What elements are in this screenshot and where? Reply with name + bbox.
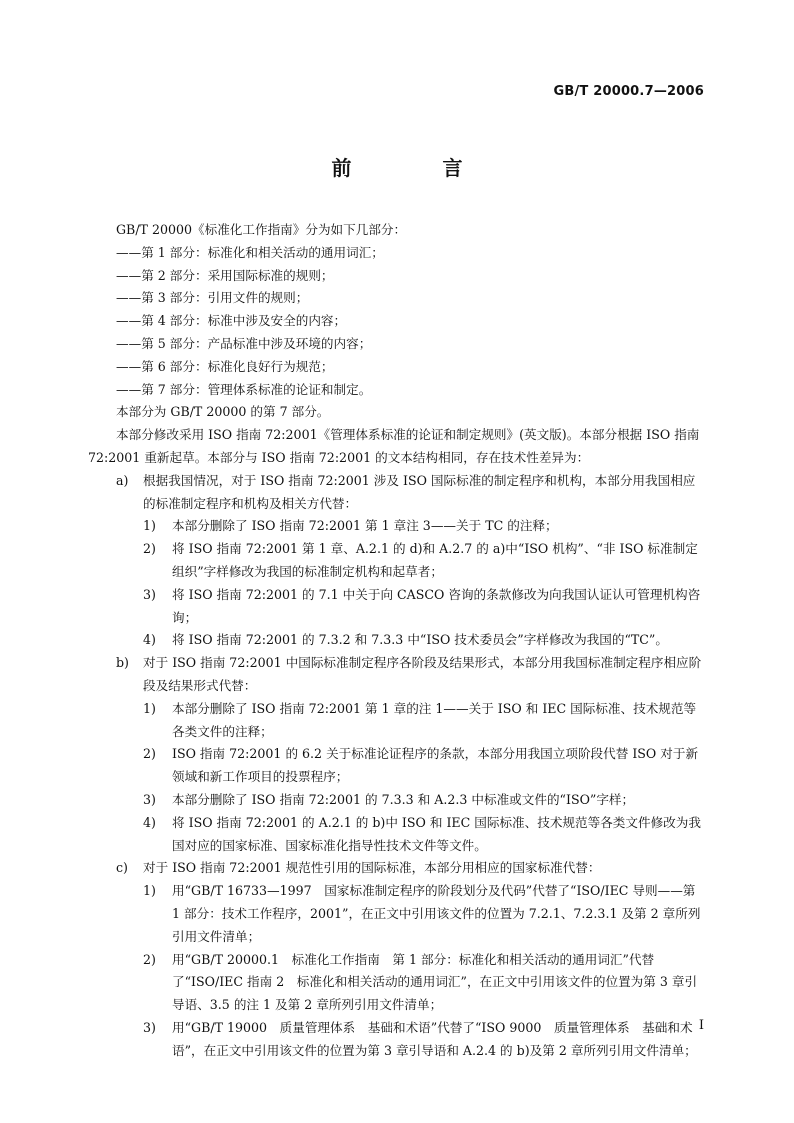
sub-text: 将 ISO 指南 72:2001 的 7.3.2 和 7.3.3 中“ISO 技术委员会”字样修改为我国的“TC”。 [172,632,668,648]
section-item [88,470,705,516]
sub-marker: 1) [143,700,156,716]
sub-item [88,743,705,789]
sub-marker: 2) [143,951,156,967]
part-item: ——第 1 部分：标准化和相关活动的通用词汇； [116,244,384,260]
sub-item [88,629,705,652]
difference-section-c [88,857,705,1062]
sub-item [88,698,705,744]
section-text: 对于 ISO 指南 72:2001 中国际标准制定程序各阶段及结果形式，本部分用我国标准制定程序相应阶段及结果形式代替： [143,655,702,693]
sub-item [88,880,705,948]
sub-marker: 1) [143,883,156,899]
section-marker: b) [116,655,129,671]
sub-text: 本部分删除了 ISO 指南 72:2001 第 1 章注 3——关于 TC 的注释； [172,518,558,534]
intro-paragraph: GB/T 20000《标准化工作指南》分为如下几部分： [116,222,407,237]
sub-item [88,812,705,858]
standard-code-header: GB/T 20000.7—2006 [553,84,704,99]
sub-marker: 4) [143,632,156,648]
part-item: ——第 3 部分：引用文件的规则； [116,290,309,306]
sub-text: 本部分删除了 ISO 指南 72:2001 的 7.3.3 和 A.2.3 中标准或文件的“ISO”字样； [172,791,635,807]
section-marker: c) [116,860,128,876]
sub-text: 用“GB/T 20000.1 标准化工作指南 第 1 部分：标准化和相关活动的通用词汇”代替了“ISO/IEC 指南 2 标准化和相关活动的通用词汇”，在正文中引用该文件的位置为第 3 章引导语、3.5 的注 1 及第 2 章所列引用文件清单； [172,951,698,1013]
sub-marker: 2) [143,541,156,557]
sub-text: ISO 指南 72:2001 的 6.2 关于标准论证程序的条款，本部分用我国立项阶段代替 ISO 对于新领域和新工作项目的投票程序； [172,746,699,785]
part-item: ——第 6 部分：标准化良好行为规范； [116,358,334,374]
section-marker: a) [116,472,129,488]
sub-marker: 4) [143,814,156,830]
section-item [88,857,705,880]
sub-text: 将 ISO 指南 72:2001 的 7.1 中关于向 CASCO 咨询的条款修改为向我国认证认可管理机构咨询； [172,586,701,625]
sub-item [88,584,705,630]
part-item: ——第 5 部分：产品标准中涉及环境的内容； [116,335,372,351]
adoption-paragraph: 本部分修改采用 ISO 指南 72:2001《管理体系标准的论证和制定规则》(英文版)。本部分根据 ISO 指南 72:2001 重新起草。本部分与 ISO 指南 72:2001 的文本结构相同，存在技术性差异为： [88,427,700,465]
sub-item [88,538,705,584]
difference-section-a [88,470,705,652]
foreword-body [88,219,705,1062]
page-title: 前 言 [331,156,505,180]
sub-text: 将 ISO 指南 72:2001 的 A.2.1 的 b)中 ISO 和 IEC 国际标准、技术规范等各类文件修改为我国对应的国家标准、国家标准化指导性技术文件等文件。 [172,814,701,853]
sub-marker: 3) [143,1019,156,1035]
sub-marker: 3) [143,586,156,602]
sub-item [88,949,705,1017]
difference-section-b [88,652,705,857]
this-part-paragraph: 本部分为 GB/T 20000 的第 7 部分。 [116,404,330,420]
sub-item [88,1017,705,1063]
sub-item [88,515,705,538]
sub-item [88,789,705,812]
section-item [88,652,705,698]
section-text: 根据我国情况，对于 ISO 指南 72:2001 涉及 ISO 国际标准的制定程序和机构，本部分用我国相应的标准制定程序和机构及相关方代替： [143,472,696,511]
sub-marker: 2) [143,746,156,762]
sub-text: 用“GB/T 19000 质量管理体系 基础和术语”代替了“ISO 9000 质量管理体系 基础和术语”，在正文中引用该文件的位置为第 3 章引导语和 A.2.4 的 b)及第 2 章所列引用文件清单； [172,1019,697,1058]
page-number: I [698,1018,704,1033]
parts-list [88,242,705,402]
sub-text: 将 ISO 指南 72:2001 第 1 章、A.2.1 的 d)和 A.2.7 的 a)中“ISO 机构”、“非 ISO 标准制定组织”字样修改为我国的标准制定机构和起草者； [172,541,698,579]
sub-text: 用“GB/T 16733—1997 国家标准制定程序的阶段划分及代码”代替了“ISO/IEC 导则——第 1 部分：技术工作程序，2001”，在正文中引用该文件的位置为 7.2.1、7.2.3.1 及第 2 章所列引用文件清单； [172,883,701,944]
part-item: ——第 4 部分：标准中涉及安全的内容； [116,313,347,329]
part-item: ——第 7 部分：管理体系标准的论证和制定。 [116,381,372,397]
part-item: ——第 2 部分：采用国际标准的规则； [116,267,334,283]
sub-marker: 3) [143,791,156,807]
sub-marker: 1) [143,518,156,534]
sub-text: 本部分删除了 ISO 指南 72:2001 第 1 章的注 1——关于 ISO 和 IEC 国际标准、技术规范等各类文件的注释； [172,700,697,739]
section-text: 对于 ISO 指南 72:2001 规范性引用的国际标准，本部分用相应的国家标准代替： [143,860,601,876]
